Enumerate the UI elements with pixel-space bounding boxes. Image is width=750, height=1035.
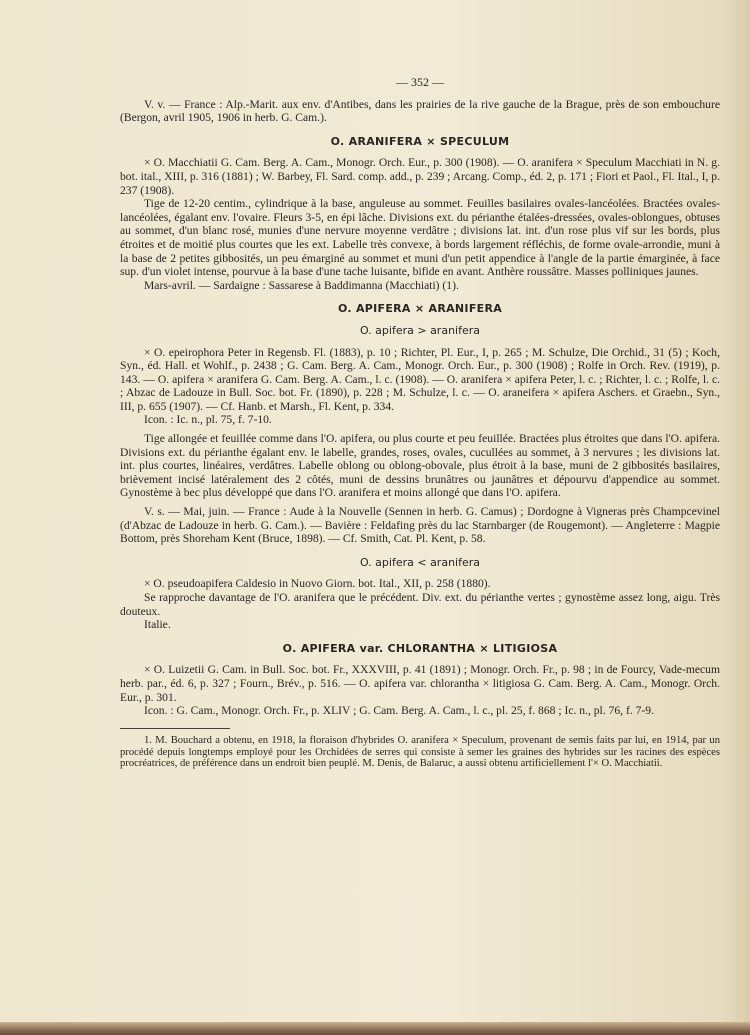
- locality-macchiatii: Mars-avril. — Sardaigne : Sassarese à Baddimanna (Macchiati) (1).: [144, 278, 459, 292]
- locality-pseudoapifera: Italie.: [144, 618, 171, 632]
- subheading-apifera-gt-aranifera: O. apifera > aranifera: [359, 323, 481, 337]
- section-heading-apifera-aranifera: O. APIFERA × ARANIFERA: [337, 302, 503, 316]
- page-bottom-edge: [0, 1022, 750, 1035]
- locality-epeirophora: V. s. — Mai, juin. — France : Aude à la Nouvelle (Sennen in herb. G. Camus) ; Dordogne à Vigneras près Champcevinel (d'Abzac de Ladouze in herb. G. Cam.). — Bavière : Feldafing près du lac Starnbarger (de Rougemont). — Angleterre : Magpie Bottom, près Shoreham Kent (Bruce, 1898). — Cf. Smith, Cat. Pl. Kent, p. 58.: [120, 505, 720, 546]
- subheading-apifera-lt-aranifera: O. apifera < aranifera: [359, 555, 481, 569]
- description-pseudoapifera: Se rapproche davantage de l'O. aranifera que le précédent. Div. ext. du périanthe vertes ; gynostème assez long, aigu. Très douteux.: [120, 591, 720, 618]
- footnote: 1. M. Bouchard a obtenu, en 1918, la floraison d'hybrides O. aranifera × Speculum, provenant de semis faits par lui, en 1914, par un procédé depuis longtemps employé pour les Orchidées de serres qui consiste à semer les graines des hybrides sur les racines des espèces procréatrices, de préférence dans un endroit bien peuplé. M. Denis, de Balaruc, a aussi obtenu artificiellement l'× O. Macchiatii.: [120, 734, 720, 770]
- icon-reference-luizetii: Icon. : G. Cam., Monogr. Orch. Fr., p. XLIV ; G. Cam. Berg. A. Cam., l. c., pl. 25, f. 868 ; Ic. n., pl. 76, f. 7-9.: [144, 704, 654, 718]
- description-epeirophora: Tige allongée et feuillée comme dans l'O. apifera, ou plus courte et peu feuillée. Bractées plus étroites que dans l'O. apifera. Divisions ext. du périanthe égalant env. le labelle, grandes, roses, ovales, cucullées au sommet, à 3 nervures ; les divisions lat. int. plus courtes, linéaires, verdâtres. Labelle oblong ou oblong-obovale, plus étroit à la base, muni de 2 gibbosités basilaires, brièvement incisé latéralement des 2 côtés, muni de dessins brunâtres ou jaunâtres et dépourvu d'appendice au sommet. Gynostème à bec plus développé que dans l'O. aranifera et moins allongé que dans l'O. apifera.: [120, 432, 720, 500]
- page-content: [120, 76, 720, 770]
- citation-macchiatii: × O. Macchiatii G. Cam. Berg. A. Cam., Monogr. Orch. Eur., p. 300 (1908). — O. aranifera × Speculum Macchiati in N. g. bot. ital., XIII, p. 316 (1881) ; W. Barbey, Fl. Sard. comp. add., p. 239 ; Arcang. Comp., éd. 2, p. 171 ; Fiori et Paol., Fl. Ital., I, p. 237 (1908).: [120, 156, 720, 197]
- citation-pseudoapifera: × O. pseudoapifera Caldesio in Nuovo Giorn. bot. Ital., XII, p. 258 (1880).: [144, 577, 491, 591]
- footnote-separator: [120, 728, 230, 729]
- section-heading-chlorantha-litigiosa: O. APIFERA var. CHLORANTHA × LITIGIOSA: [282, 641, 558, 655]
- description-macchiatii: Tige de 12-20 centim., cylindrique à la base, anguleuse au sommet. Feuilles basilaires ovales-lancéolées. Bractées ovales-lancéolées, égalant env. l'ovaire. Fleurs 3-5, en épi lâche. Divisions ext. du périanthe étalées-dressées, ovales-oblongues, obtuses au sommet, d'un blanc rosé, munies d'une nervure moyenne verdâtre ; divisions lat. int. d'un rose plus vif sur les bords, plus étroites et de moitié plus courtes que les ext. Labelle très convexe, à bords largement réfléchis, de forme ovale-arrondie, muni à la base de 2 petites gibbosités, un peu émarginé au sommet et muni d'un petit appendice à l'angle de la partie émarginée, à face sup. d'un violet intense, pourvue à la base d'une tache luisante, bifide en avant. Anthère roussâtre. Masses polliniques jaunes.: [120, 197, 720, 279]
- icon-reference-epeirophora: Icon. : Ic. n., pl. 75, f. 7-10.: [144, 413, 272, 427]
- citation-luizetii: × O. Luizetii G. Cam. in Bull. Soc. bot. Fr., XXXVIII, p. 41 (1891) ; Monogr. Orch. Fr., p. 98 ; in de Fourcy, Vade-mecum herb. par., éd. 6, p. 327 ; Fourn., Brév., p. 516. — O. apifera var. chlorantha × litigiosa G. Cam. Berg. A. Cam., Monogr. Orch. Eur., p. 301.: [120, 663, 720, 704]
- section-heading-aranifera-speculum: O. ARANIFERA × SPECULUM: [330, 134, 510, 148]
- page-number: — 352 —: [396, 75, 444, 89]
- citation-epeirophora: × O. epeirophora Peter in Regensb. Fl. (1883), p. 10 ; Richter, Pl. Eur., I, p. 265 ; M. Schulze, Die Orchid., 31 (5) ; Koch, Syn., éd. Hall. et Wohlf., p. 2438 ; G. Cam. Berg. A. Cam., Monogr. Orch. Eur., p. 300 (1908) ; Rolfe in Orch. Rev. (1919), p. 143. — O. apifera × aranifera G. Cam. Berg. A. Cam., l. c. (1908). — O. aranifera × apifera Peter, l. c. ; Richter, l. c. ; Rolfe, l. c. ; Abzac de Ladouze in Bull. Soc. bot. Fr. (1890), p. 228 ; M. Schulze, l. c. — O. araneifera × apifera Aschers. et Graebn., Syn., III, p. 655 (1907). — Cf. Hanb. et Marsh., Fl. Kent, p. 334.: [120, 345, 720, 413]
- intro-paragraph: V. v. — France : Alp.-Marit. aux env. d'Antibes, dans les prairies de la rive gauche de la Brague, près de son embouchure (Bergon, avril 1905, 1906 in herb. G. Cam.).: [120, 97, 720, 125]
